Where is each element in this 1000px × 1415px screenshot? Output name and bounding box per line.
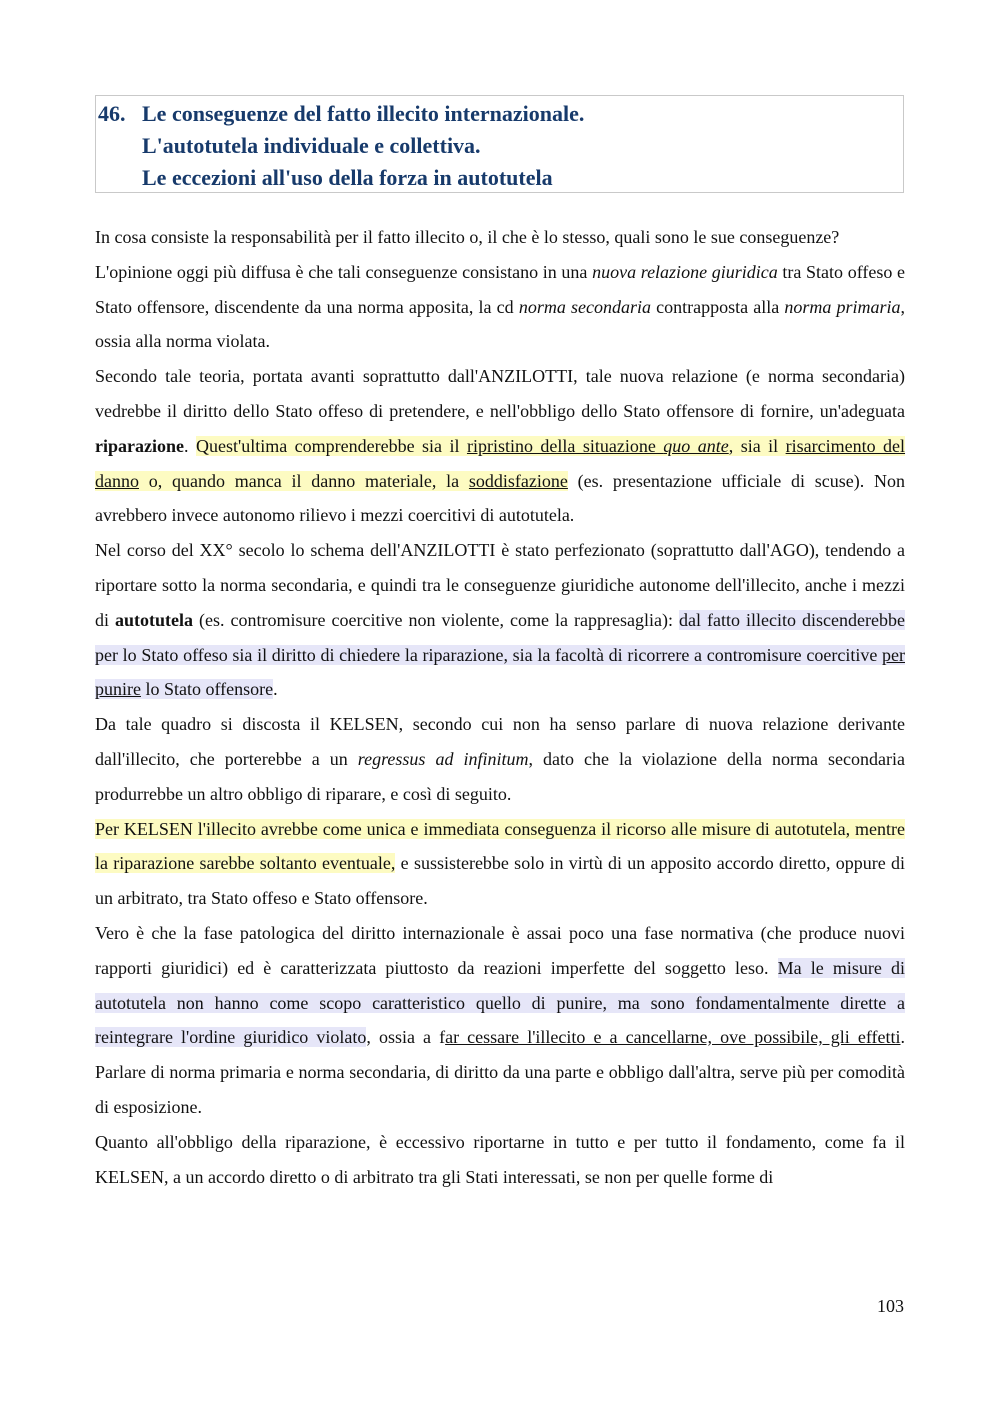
text-run: . [183,435,196,456]
body-text [95,220,905,1194]
italic-term: norma primaria [784,296,901,317]
section-title-line-1: Le conseguenze del fatto illecito internazionale. [142,101,585,126]
text-run: . Parlare di norma primaria e norma secondaria, di diritto da una parte e obbligo dall'altra, serve più per comodità di esposizione. [95,1027,905,1117]
section-title-line-2: L'autotutela individuale e collettiva. [142,133,481,158]
section-title [142,98,584,194]
underlined-term: ripristino della situazione [466,435,664,456]
italic-term: nuova relazione giuridica [592,261,778,282]
section-heading [95,95,904,193]
paragraph-6 [95,812,905,916]
underlined-term: risarcimento del danno [95,435,906,491]
text-run: (es. contromisure coercitive non violente, come la rappresaglia): [193,609,680,630]
section-number: 46. [98,101,126,126]
text-run: (es. presentazione ufficiale di scuse). Non avrebbero invece autonomo rilievo i mezzi coercitivi di autotutela. [95,470,905,526]
text-run: contrapposta alla [650,296,785,317]
text-run: L'opinione oggi più diffusa è che tali conseguenze consistano in una [95,261,593,282]
text-run: , sia il [728,435,786,456]
italic-term: regressus ad infinitum [357,748,529,769]
paragraph-8: Quanto all'obbligo della riparazione, è eccessivo riportarne in tutto e per tutto il fondamento, come fa il KELSEN, a un accordo diretto o di arbitrato tra gli Stati interessati, se non per quelle forme di [95,1131,905,1187]
text-run: Da tale quadro si discosta il KELSEN, secondo cui non ha senso parlare di nuova relazione derivante dall'illecito, che porterebbe a un [95,714,905,769]
text-run: . [273,679,278,700]
text-run: o, quando manca il danno materiale, la [139,470,469,491]
text-run: dal fatto illecito discenderebbe per lo Stato offeso sia il diritto di chiedere la riparazione, sia la facoltà di ricorrere a contromisure coercitive [95,609,905,665]
underlined-term: per punire [95,644,905,700]
underlined-italic-term: quo ante [663,435,729,456]
text-run: , dato che la violazione della norma secondaria produrrebbe un altro obbligo di riparare, e così di seguito. [95,748,905,804]
paragraph-7 [95,916,905,1125]
text-run: , ossia a f [366,1027,446,1048]
section-title-line-3: Le eccezioni all'uso della forza in autotutela [142,165,553,190]
text-run: , ossia alla norma violata. [95,296,905,352]
text-run: lo Stato offensore [140,679,274,700]
text-run: e sussisterebbe solo in virtù di un apposito accordo diretto, oppure di un arbitrato, tra Stato offeso e Stato offensore. [95,853,905,909]
bold-term: autotutela [115,609,194,630]
text-run: Secondo tale teoria, portata avanti soprattutto dall'ANZILOTTI, tale nuova relazione (e norma secondaria) vedrebbe il diritto dello Stato offeso di pretendere, e nell'obbligo dello Stato offensore di fornire, un'adeguata [95,366,905,421]
underlined-term: ar cessare l'illecito e a cancellarne, ove possibile, gli effetti [445,1027,901,1048]
italic-term: norma secondaria [518,296,651,317]
paragraph-5 [95,707,905,811]
paragraph-2 [95,255,905,359]
bold-term: riparazione [95,435,184,456]
text-run: tra Stato offeso e Stato offensore, discendente da una norma apposita, la cd [95,261,906,317]
highlight-yellow: Per KELSEN l'illecito avrebbe come unica e immediata conseguenza il ricorso alle misure di autotutela, mentre la riparazione sarebbe soltanto eventuale, [95,818,905,874]
text-run: Quest'ultima comprenderebbe sia il [195,435,467,456]
underlined-term: soddisfazione [468,470,568,491]
paragraph-1: In cosa consiste la responsabilità per il fatto illecito o, il che è lo stesso, quali sono le sue conseguenze? [95,227,840,247]
paragraph-3 [95,359,905,533]
text-run: Nel corso del XX° secolo lo schema dell'ANZILOTTI è stato perfezionato (soprattutto dall'AGO), tendendo a riportare sotto la norma secondaria, e quindi tra le conseguenze giuridiche autonome dell'illecito, anche i mezzi di [95,540,905,630]
highlight-blue: Ma le misure di autotutela non hanno come scopo caratteristico quello di punire, ma sono fondamentalmente dirette a reintegrare l'ordine giuridico violato [95,957,906,1048]
text-run: Vero è che la fase patologica del diritto internazionale è assai poco una fase normativa (che produce nuovi rapporti giuridici) ed è caratterizzata piuttosto da reazioni imperfette del soggetto leso. [95,922,905,978]
page-number: 103 [877,1296,904,1316]
paragraph-4 [95,533,905,707]
